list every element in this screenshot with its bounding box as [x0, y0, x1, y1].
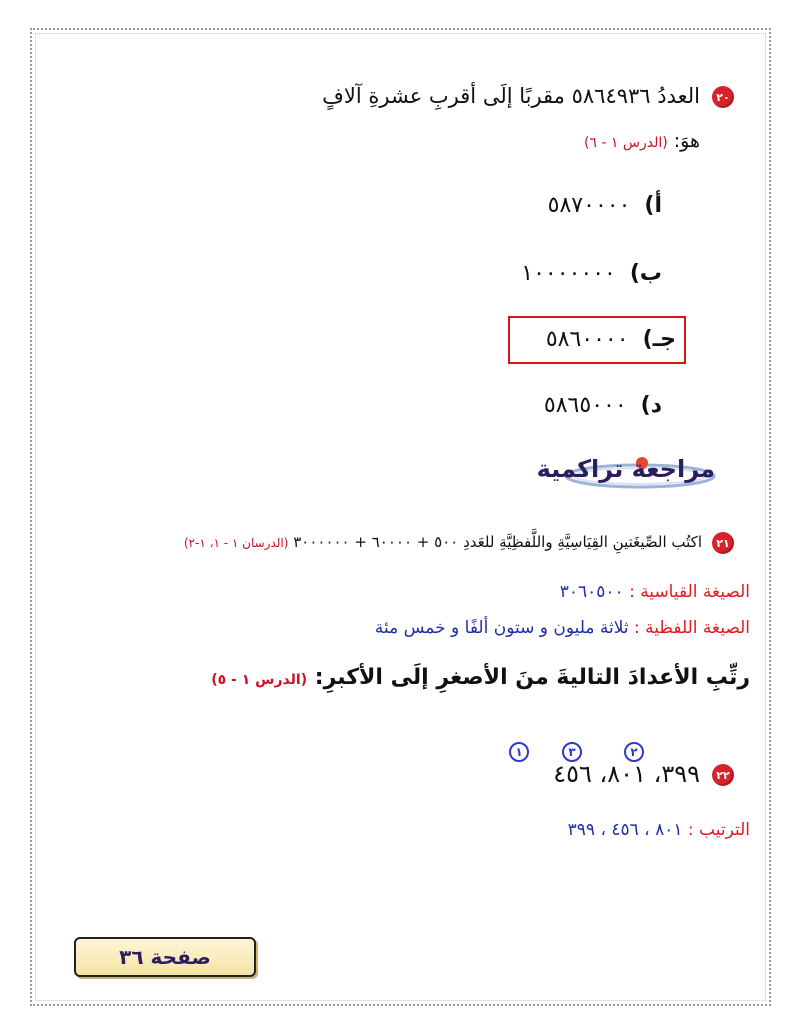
choice-a-label: أ): [644, 193, 662, 218]
choice-c-label: جـ): [642, 327, 676, 352]
question-21-statement: اكتُب الصِّيغَتينِ القِيَاسِيَّةِ واللَّفظِيَّةِ للعَددِ ٥٠٠ + ٦٠٠٠٠ + ٣٠٠٠٠٠٠: [293, 533, 702, 551]
numbers-to-order: ٣٩٩، ٨٠١، ٤٥٦: [553, 760, 700, 788]
standard-form-value: ٣٠٦٠٥٠٠: [559, 582, 624, 602]
choice-b[interactable]: [521, 261, 662, 286]
question-number-badge: ٢٠: [712, 86, 734, 108]
order-mark: ١: [509, 742, 529, 762]
word-form-answer: [375, 618, 750, 638]
choice-b-value: ١٠٠٠٠٠٠٠: [521, 261, 616, 286]
choice-b-label: ب): [629, 261, 662, 286]
order-mark: ٣: [562, 742, 582, 762]
word-form-label: الصيغة اللفظية :: [634, 618, 750, 638]
page-border-inner: [35, 33, 766, 1001]
standard-form-answer: [560, 582, 750, 602]
order-mark: ٢: [624, 742, 644, 762]
question-number-badge: ٢٢: [712, 764, 734, 786]
page-number-label: صفحة ٣٦: [119, 945, 211, 969]
lesson-reference: (الدرس ١ - ٥): [211, 672, 308, 688]
ordering-heading: [211, 665, 750, 690]
lesson-reference: (الدرس ١ - ٦): [583, 135, 668, 151]
choice-d-label: د): [640, 393, 662, 418]
question-21-text: [184, 533, 702, 551]
page-number-badge: [74, 937, 256, 977]
question-number-badge: ٢١: [712, 532, 734, 554]
question-20-prefix: هوَ:: [667, 130, 700, 152]
choice-c[interactable]: [546, 327, 676, 352]
order-answer-value: ٨٠١ ، ٤٥٦ ، ٣٩٩: [567, 820, 683, 840]
choice-d[interactable]: [544, 393, 662, 418]
standard-form-label: الصيغة القياسية :: [629, 582, 750, 602]
choice-c-value: ٥٨٦٠٠٠٠: [545, 327, 629, 352]
question-20-text: العددُ ٥٨٦٤٩٣٦ مقربًا إلَى أقربِ عشرةِ آلافٍ: [322, 84, 700, 108]
choice-a[interactable]: [548, 193, 662, 218]
order-answer: [568, 820, 750, 840]
word-form-value: ثلاثة مليون و ستون ألفًا و خمس مئة: [374, 618, 629, 638]
ordering-heading-text: رتِّبِ الأعدادَ التاليةَ منَ الأصغرِ إلَى الأكبرِ:: [314, 665, 750, 690]
lesson-reference: (الدرسان ١ - ١، ١-٢): [183, 536, 289, 550]
question-20-line2: [584, 130, 700, 152]
section-title: مراجعة تراكمية: [536, 455, 715, 483]
order-answer-label: الترتيب :: [687, 820, 750, 840]
choice-d-value: ٥٨٦٥٠٠٠: [543, 393, 627, 418]
choice-a-value: ٥٨٧٠٠٠٠: [547, 193, 631, 218]
